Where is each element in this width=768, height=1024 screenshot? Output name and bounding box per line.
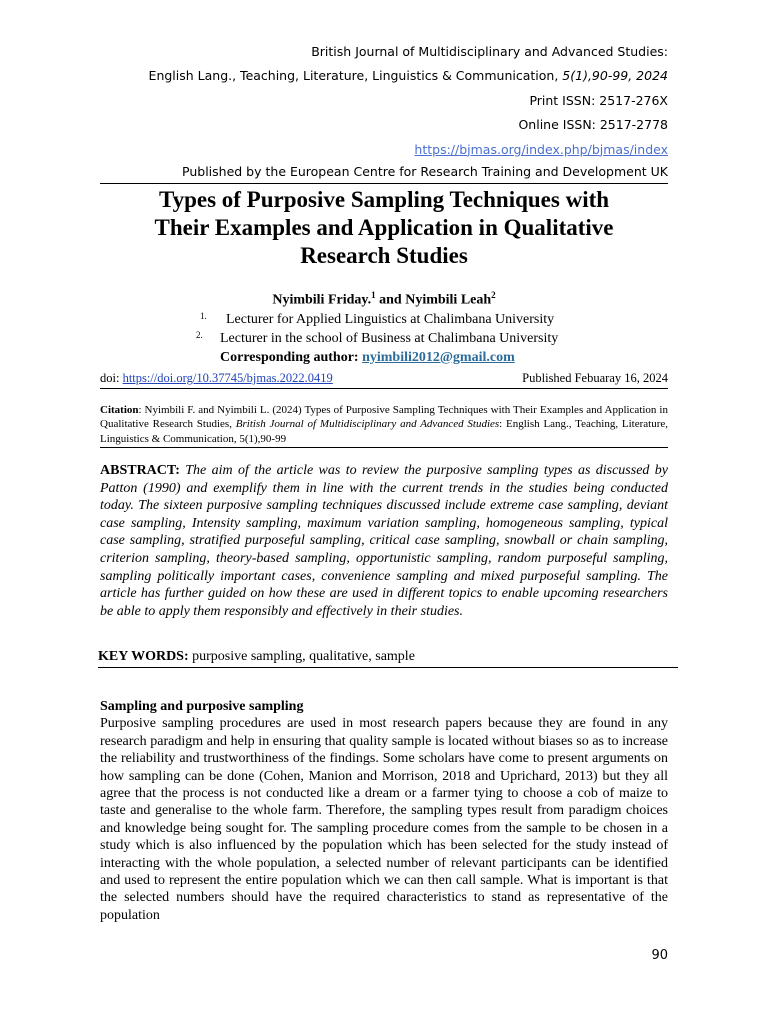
author-2-marker: 2 [491, 290, 496, 300]
publisher-line: Published by the European Centre for Research Training and Development UK [100, 162, 668, 184]
citation-journal: British Journal of Multidisciplinary and Advanced Studies [235, 418, 500, 431]
doi-line [100, 370, 668, 389]
author-2: Nyimbili Leah [405, 292, 492, 308]
corresponding-email-link[interactable]: nyimbili2012@gmail.com [362, 349, 515, 365]
print-issn: Print ISSN: 2517-276X [529, 92, 668, 108]
author-conjunction: and [375, 292, 406, 308]
published-date: Published Febuaray 16, 2024 [522, 371, 668, 385]
journal-volume: 5(1),90-99, 2024 [562, 68, 668, 84]
doi-label: doi: [100, 371, 123, 385]
affiliation-1 [100, 310, 668, 329]
citation-label: Citation [100, 404, 139, 416]
journal-header [100, 40, 668, 184]
section-sampling [100, 698, 668, 924]
affiliation-2-number: 2. [196, 329, 203, 340]
abstract-label: ABSTRACT: [100, 463, 180, 478]
journal-series-line [100, 64, 668, 88]
paper-title [100, 186, 668, 270]
doi-link[interactable]: https://doi.org/10.37745/bjmas.2022.0419 [122, 371, 333, 385]
affiliation-1-text: Lecturer for Applied Linguistics at Chalimbana University [226, 311, 555, 327]
abstract-text: The aim of the article was to review the purposive sampling types as discussed by Patton (1990) and exemplify them in line with the current trends in the studies being conducted today. The sixteen purposive sampling techniques discussed include extreme case sampling, deviant case sampling, Intensity sampling, maximum variation sampling, homogeneous sampling, typical case sampling, stratified purposeful sampling, critical case sampling, snowball or chain sampling, criterion sampling, theory-based sampling, opportunistic sampling, random purposeful sampling, sampling politically important cases, convenience sampling and mixed purposeful sampling. The article has further guided on how these are used in different topics to enable upcoming researchers be able to apply them responsibly and effectively in their studies. [100, 463, 668, 619]
section-paragraph: Purposive sampling procedures are used in most research papers because they are found in any research paradigm and help in ensuring that quality sample is located without biases so as to increase the reliability and trustworthiness of the findings. Some scholars have come to present arguments on how sampling can be done (Cohen, Manion and Morrison, 2018 and Uprichard, 2013) but they all agree that the process is not conducted like a dream or a farmer tying to choose a cob of maize to taste and generalise to the whole farm. Therefore, the sampling types result from paradigm choices and knowledge being sought for. The sampling procedure comes from the sample to be chosen in a study which is also influenced by the population which has been selected for the study instead of interacting with the whole population, a selected number of relevant participants can be identified and used to represent the entire population which we can then call sample. What is important is that the selected numbers should have the required characteristics to stand as representative of the population [100, 716, 668, 923]
abstract [100, 462, 668, 620]
citation-block [100, 403, 668, 448]
author-names [100, 286, 668, 310]
affiliation-1-number: 1. [200, 310, 207, 321]
corresponding-author [100, 348, 668, 367]
author-1: Nyimbili Friday. [272, 292, 372, 308]
citation-text-end: : English Lang., Teaching, Literature, Linguistics & Communication, 5(1),90-99 [100, 418, 668, 445]
corresponding-author-label: Corresponding author: [220, 349, 363, 365]
affiliation-2 [100, 329, 668, 348]
author-block [100, 286, 668, 367]
affiliation-2-text: Lecturer in the school of Business at Chalimbana University [220, 330, 559, 346]
journal-name-line: British Journal of Multidisciplinary and Advanced Studies: [311, 44, 668, 59]
citation-text: : Nyimbili F. and Nyimbili L. (2024) Types of Purposive Sampling Techniques with Their Examples and Application in Qualitative Research Studies, [100, 404, 668, 431]
journal-url-link[interactable]: https://bjmas.org/index.php/bjmas/index [414, 141, 668, 157]
title-line-3: Research Studies [300, 243, 468, 268]
page-number: 90 [651, 948, 668, 963]
title-line-1: Types of Purposive Sampling Techniques with [158, 187, 610, 212]
author-1-marker: 1 [371, 290, 376, 300]
online-issn: Online ISSN: 2517-2778 [518, 117, 668, 133]
keywords-label: KEY WORDS: [98, 649, 189, 664]
title-line-2: Their Examples and Application in Qualitative [154, 215, 614, 240]
journal-series-text: English Lang., Teaching, Literature, Linguistics & Communication, [148, 68, 563, 84]
keywords [98, 648, 678, 668]
section-heading: Sampling and purposive sampling [100, 699, 304, 714]
keywords-text: purposive sampling, qualitative, sample [188, 649, 415, 664]
